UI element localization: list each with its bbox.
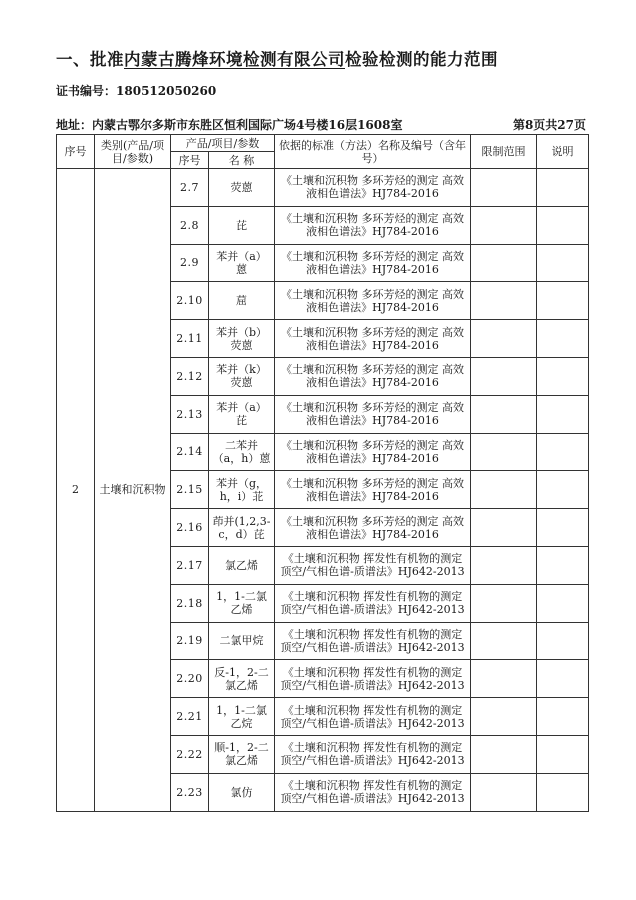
row-name: 苯并（g，h，i）苝 bbox=[209, 471, 275, 509]
row-limit bbox=[471, 244, 537, 282]
header-standard: 依据的标准（方法）名称及编号（含年号） bbox=[275, 135, 471, 169]
row-standard: 《土壤和沉积物 多环芳烃的测定 高效液相色谱法》HJ784-2016 bbox=[275, 169, 471, 207]
row-standard: 《土壤和沉积物 多环芳烃的测定 高效液相色谱法》HJ784-2016 bbox=[275, 395, 471, 433]
certificate-number bbox=[56, 82, 216, 99]
row-number: 2.12 bbox=[171, 357, 209, 395]
row-name: 苯并（k）荧蒽 bbox=[209, 357, 275, 395]
header-note: 说明 bbox=[537, 135, 589, 169]
row-limit bbox=[471, 357, 537, 395]
row-note bbox=[537, 546, 589, 584]
header-sub-seq: 序号 bbox=[171, 152, 209, 169]
row-note bbox=[537, 206, 589, 244]
certificate-label: 证书编号： bbox=[56, 84, 117, 98]
organization-name: 内蒙古腾烽环境检测有限公司 bbox=[124, 50, 345, 69]
row-number: 2.23 bbox=[171, 773, 209, 811]
address-value: 内蒙古鄂尔多斯市东胜区恒利国际广场4号楼16层1608室 bbox=[92, 118, 403, 132]
group-seq: 2 bbox=[57, 169, 95, 812]
row-limit bbox=[471, 546, 537, 584]
row-limit bbox=[471, 471, 537, 509]
row-standard: 《土壤和沉积物 挥发性有机物的测定 顶空/气相色谱-质谱法》HJ642-2013 bbox=[275, 546, 471, 584]
row-note bbox=[537, 169, 589, 207]
row-name: 苯并（a）芘 bbox=[209, 395, 275, 433]
row-number: 2.15 bbox=[171, 471, 209, 509]
row-number: 2.14 bbox=[171, 433, 209, 471]
row-name: 反-1，2-二氯乙烯 bbox=[209, 660, 275, 698]
page-indicator: 第8页共27页 bbox=[512, 118, 586, 132]
row-standard: 《土壤和沉积物 多环芳烃的测定 高效液相色谱法》HJ784-2016 bbox=[275, 471, 471, 509]
row-limit bbox=[471, 282, 537, 320]
row-standard: 《土壤和沉积物 多环芳烃的测定 高效液相色谱法》HJ784-2016 bbox=[275, 206, 471, 244]
row-name: 1，1-二氯乙烯 bbox=[209, 584, 275, 622]
group-category: 土壤和沉积物 bbox=[95, 169, 171, 812]
row-limit bbox=[471, 584, 537, 622]
row-limit bbox=[471, 395, 537, 433]
certificate-value: 180512050260 bbox=[116, 84, 217, 98]
row-name: 茚并(1,2,3-c，d）芘 bbox=[209, 509, 275, 547]
address-label: 地址： bbox=[56, 118, 93, 132]
address bbox=[56, 116, 402, 133]
row-name: 二苯并（a，h）蒽 bbox=[209, 433, 275, 471]
row-standard: 《土壤和沉积物 多环芳烃的测定 高效液相色谱法》HJ784-2016 bbox=[275, 509, 471, 547]
row-note bbox=[537, 244, 589, 282]
row-number: 2.18 bbox=[171, 584, 209, 622]
row-note bbox=[537, 698, 589, 736]
row-number: 2.11 bbox=[171, 320, 209, 358]
row-note bbox=[537, 433, 589, 471]
row-number: 2.10 bbox=[171, 282, 209, 320]
header-seq: 序号 bbox=[57, 135, 95, 169]
row-standard: 《土壤和沉积物 多环芳烃的测定 高效液相色谱法》HJ784-2016 bbox=[275, 433, 471, 471]
row-number: 2.7 bbox=[171, 169, 209, 207]
row-number: 2.16 bbox=[171, 509, 209, 547]
row-number: 2.8 bbox=[171, 206, 209, 244]
row-number: 2.9 bbox=[171, 244, 209, 282]
row-standard: 《土壤和沉积物 多环芳烃的测定 高效液相色谱法》HJ784-2016 bbox=[275, 320, 471, 358]
header-name: 名 称 bbox=[209, 152, 275, 169]
title-suffix: 检验检测的能力范围 bbox=[345, 50, 498, 69]
row-limit bbox=[471, 169, 537, 207]
row-limit bbox=[471, 433, 537, 471]
row-note bbox=[537, 622, 589, 660]
row-number: 2.21 bbox=[171, 698, 209, 736]
row-standard: 《土壤和沉积物 挥发性有机物的测定 顶空/气相色谱-质谱法》HJ642-2013 bbox=[275, 735, 471, 773]
row-note bbox=[537, 773, 589, 811]
header-product-group: 产品/项目/参数 bbox=[171, 135, 275, 152]
row-note bbox=[537, 660, 589, 698]
row-number: 2.19 bbox=[171, 622, 209, 660]
table-row bbox=[57, 169, 589, 207]
row-limit bbox=[471, 320, 537, 358]
row-note bbox=[537, 471, 589, 509]
row-standard: 《土壤和沉积物 挥发性有机物的测定 顶空/气相色谱-质谱法》HJ642-2013 bbox=[275, 660, 471, 698]
row-note bbox=[537, 395, 589, 433]
row-limit bbox=[471, 773, 537, 811]
capability-table bbox=[56, 134, 589, 812]
row-note bbox=[537, 320, 589, 358]
page-title bbox=[56, 46, 498, 70]
row-note bbox=[537, 357, 589, 395]
row-limit bbox=[471, 698, 537, 736]
row-standard: 《土壤和沉积物 多环芳烃的测定 高效液相色谱法》HJ784-2016 bbox=[275, 357, 471, 395]
row-limit bbox=[471, 735, 537, 773]
row-limit bbox=[471, 206, 537, 244]
row-number: 2.17 bbox=[171, 546, 209, 584]
row-name: 芘 bbox=[209, 206, 275, 244]
header-category: 类别(产品/项目/参数) bbox=[95, 135, 171, 169]
row-name: 䓛 bbox=[209, 282, 275, 320]
row-standard: 《土壤和沉积物 挥发性有机物的测定 顶空/气相色谱-质谱法》HJ642-2013 bbox=[275, 622, 471, 660]
row-standard: 《土壤和沉积物 多环芳烃的测定 高效液相色谱法》HJ784-2016 bbox=[275, 244, 471, 282]
row-number: 2.22 bbox=[171, 735, 209, 773]
row-name: 荧蒽 bbox=[209, 169, 275, 207]
row-name: 氯乙烯 bbox=[209, 546, 275, 584]
row-name: 氯仿 bbox=[209, 773, 275, 811]
row-number: 2.20 bbox=[171, 660, 209, 698]
row-limit bbox=[471, 660, 537, 698]
row-standard: 《土壤和沉积物 多环芳烃的测定 高效液相色谱法》HJ784-2016 bbox=[275, 282, 471, 320]
row-number: 2.13 bbox=[171, 395, 209, 433]
row-name: 1，1-二氯乙烷 bbox=[209, 698, 275, 736]
row-standard: 《土壤和沉积物 挥发性有机物的测定 顶空/气相色谱-质谱法》HJ642-2013 bbox=[275, 773, 471, 811]
header-limit: 限制范围 bbox=[471, 135, 537, 169]
row-name: 顺-1，2-二氯乙烯 bbox=[209, 735, 275, 773]
row-note bbox=[537, 735, 589, 773]
row-limit bbox=[471, 509, 537, 547]
row-standard: 《土壤和沉积物 挥发性有机物的测定 顶空/气相色谱-质谱法》HJ642-2013 bbox=[275, 698, 471, 736]
row-name: 苯并（a）蒽 bbox=[209, 244, 275, 282]
row-name: 二氯甲烷 bbox=[209, 622, 275, 660]
row-note bbox=[537, 584, 589, 622]
row-note bbox=[537, 509, 589, 547]
title-prefix: 一、批准 bbox=[56, 50, 124, 69]
row-note bbox=[537, 282, 589, 320]
row-name: 苯并（b）荧蒽 bbox=[209, 320, 275, 358]
row-standard: 《土壤和沉积物 挥发性有机物的测定 顶空/气相色谱-质谱法》HJ642-2013 bbox=[275, 584, 471, 622]
row-limit bbox=[471, 622, 537, 660]
